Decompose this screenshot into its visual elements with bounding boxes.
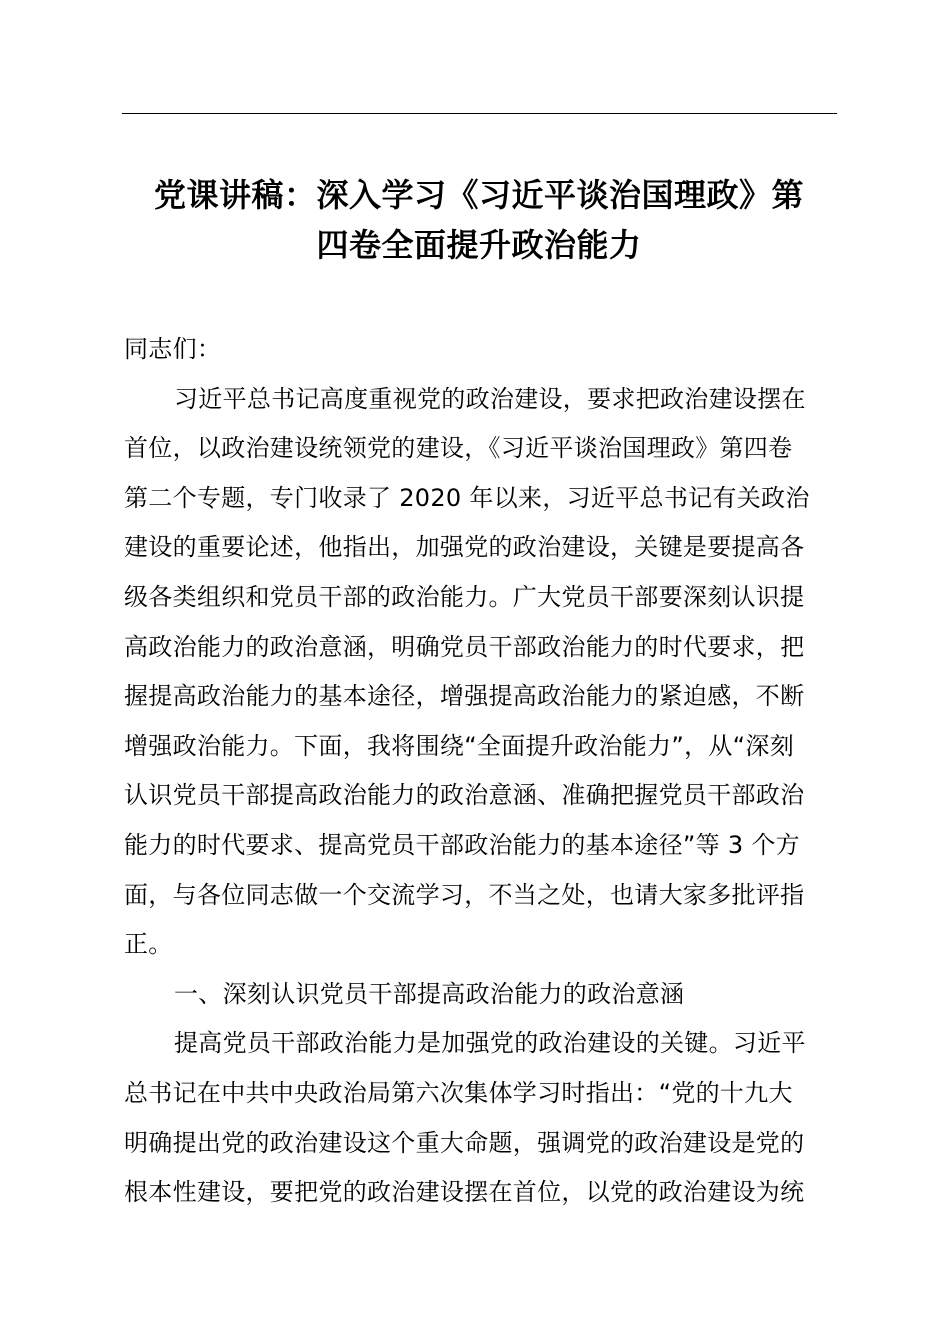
paragraph-1-line: 正。: [124, 930, 173, 959]
paragraph-1-line: 第二个专题，专门收录了 2020 年以来，习近平总书记有关政治: [124, 483, 810, 512]
paragraph-1-line: 面，与各位同志做一个交流学习，不当之处，也请大家多批评指: [124, 880, 805, 909]
title-line-2: 四卷全面提升政治能力: [316, 226, 642, 264]
paragraph-1-line: 级各类组织和党员干部的政治能力。广大党员干部要深刻认识提: [124, 582, 805, 611]
paragraph-1-line: 握提高政治能力的基本途径，增强提高政治能力的紧迫感，不断: [124, 682, 805, 711]
document-body: [124, 325, 837, 1218]
header-rule: [122, 113, 837, 114]
paragraph-1-line: 认识党员干部提高政治能力的政治意涵、准确把握党员干部政治: [124, 781, 805, 810]
paragraph-2-line: 总书记在中共中央政治局第六次集体学习时指出：“党的十九大: [124, 1078, 793, 1107]
paragraph-1-line: 习近平总书记高度重视党的政治建设，要求把政治建设摆在: [174, 384, 806, 413]
paragraph-2-line: 明确提出党的政治建设这个重大命题，强调党的政治建设是党的: [124, 1128, 805, 1157]
paragraph-1-line: 增强政治能力。下面，我将围绕“全面提升政治能力”，从“深刻: [124, 731, 794, 760]
paragraph-1: [124, 375, 837, 970]
paragraph-1-line: 高政治能力的政治意涵，明确党员干部政治能力的时代要求，把: [124, 632, 805, 661]
title-line-1: 党课讲稿：深入学习《习近平谈治国理政》第: [153, 176, 804, 214]
paragraph-1-line: 建设的重要论述，他指出，加强党的政治建设，关键是要提高各: [124, 533, 805, 562]
section-1-heading: 一、深刻认识党员干部提高政治能力的政治意涵: [174, 979, 685, 1008]
salutation: 同志们：: [124, 335, 222, 363]
paragraph-1-line: 首位，以政治建设统领党的建设，《习近平谈治国理政》第四卷: [124, 434, 793, 463]
paragraph-2: [124, 1019, 837, 1217]
document-title: [118, 170, 840, 270]
paragraph-2-line: 根本性建设，要把党的政治建设摆在首位，以党的政治建设为统: [124, 1178, 805, 1207]
paragraph-1-line: 能力的时代要求、提高党员干部政治能力的基本途径”等 3 个方: [124, 830, 800, 859]
paragraph-2-line: 提高党员干部政治能力是加强党的政治建设的关键。习近平: [174, 1029, 806, 1058]
